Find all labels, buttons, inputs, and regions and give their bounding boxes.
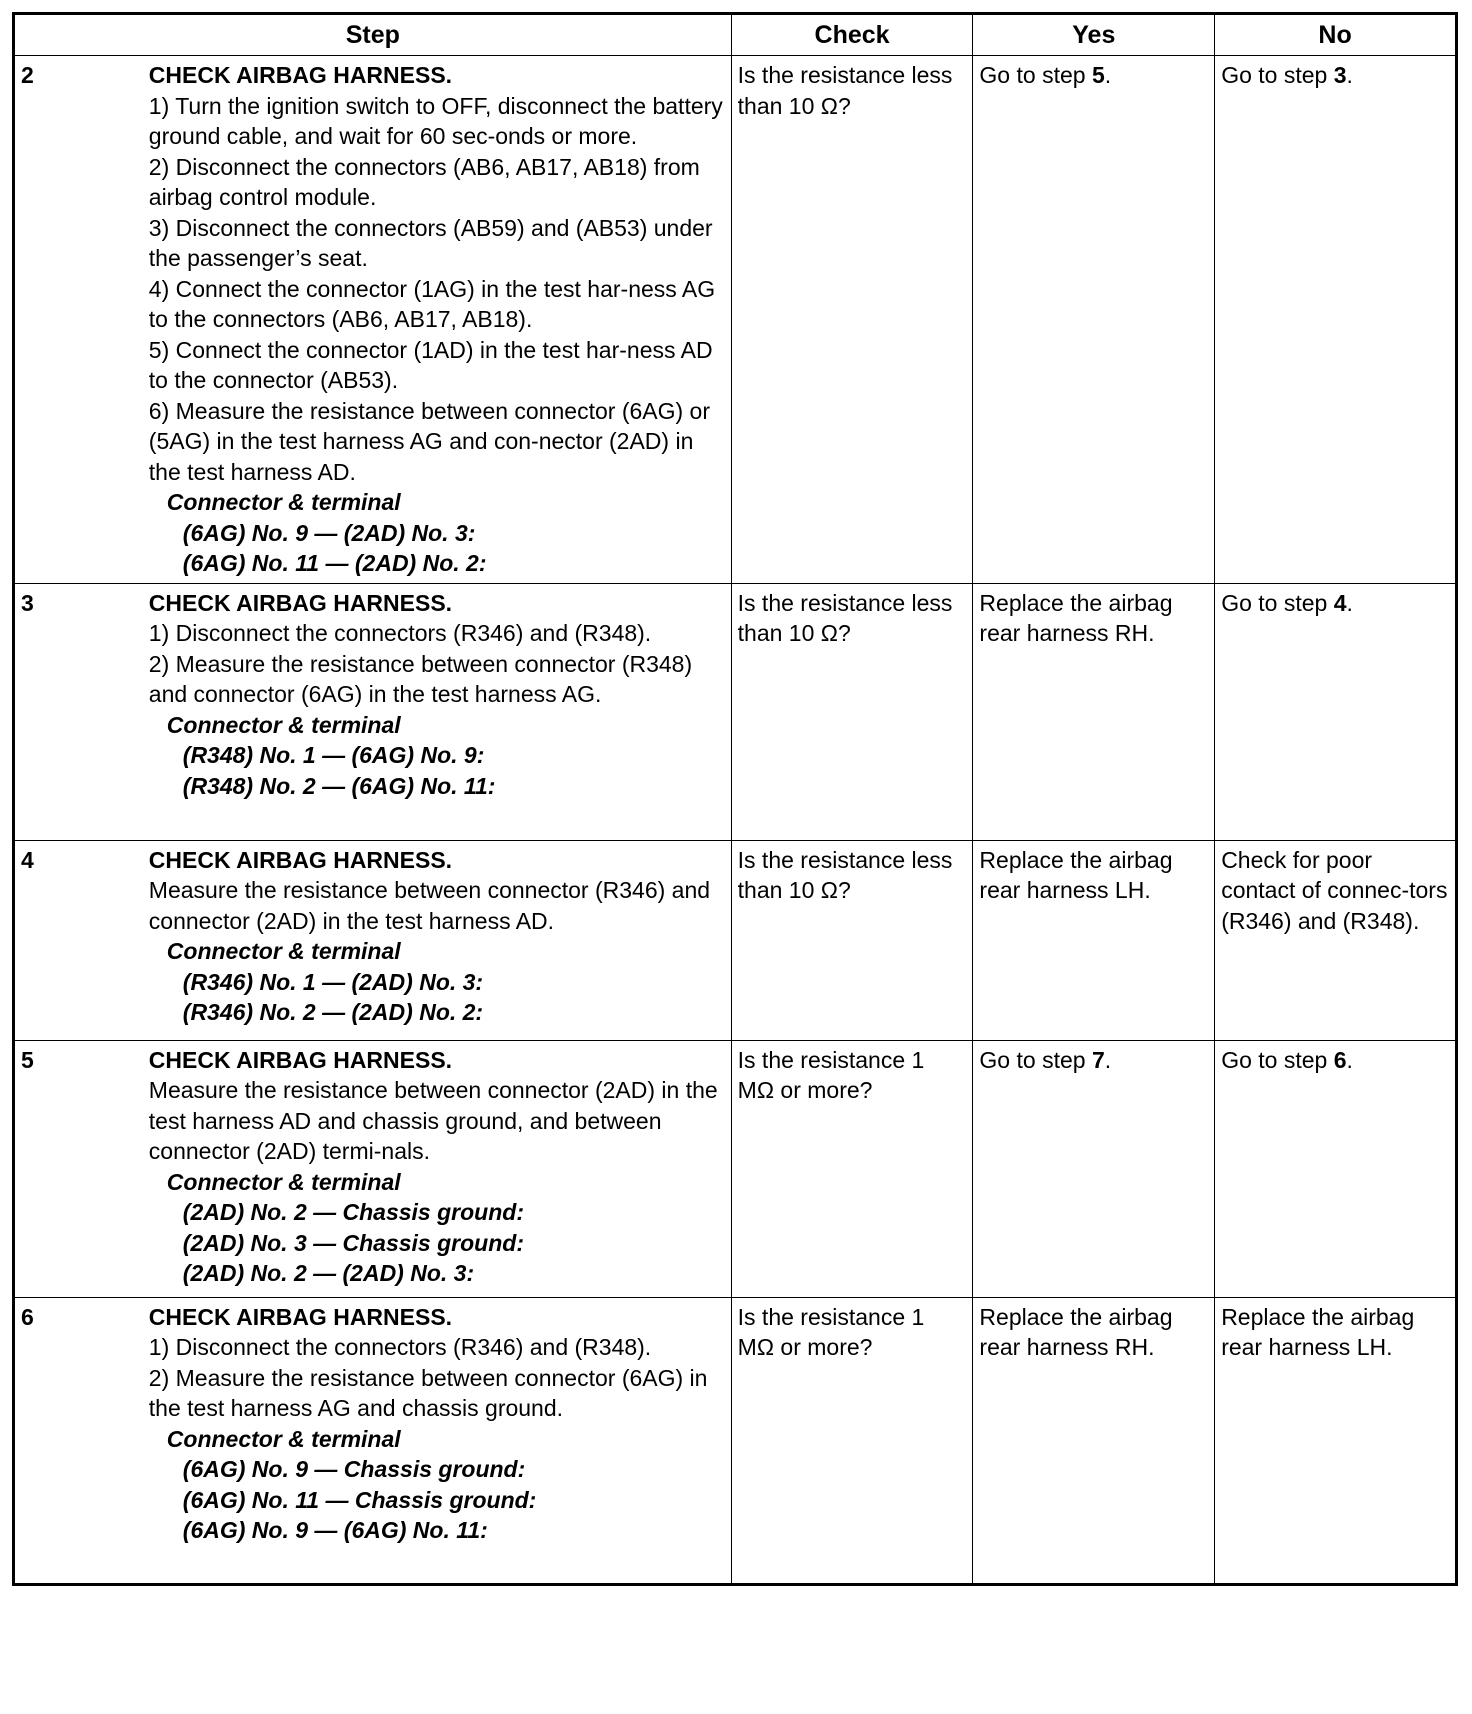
terminal-label: Connector & terminal [166, 711, 401, 738]
step-instruction: 1) Turn the ignition switch to OFF, disconnect the battery ground cable, and wait for 60 sec-onds or more. [148, 92, 723, 149]
check-cell: Is the resistance 1 MΩ or more? [731, 1297, 973, 1584]
header-check: Check [731, 14, 973, 56]
yes-cell [973, 1297, 1215, 1584]
no-cell [1215, 840, 1457, 1040]
table-row [14, 1297, 1457, 1584]
terminal-spec: (2AD) No. 2 — (2AD) No. 3: [182, 1260, 475, 1286]
step-instruction: 1) Disconnect the connectors (R346) and (R348). [148, 620, 652, 646]
terminal-spec: (6AG) No. 9 — Chassis ground: [182, 1456, 526, 1482]
check-cell: Is the resistance less than 10 Ω? [731, 583, 973, 840]
step-instruction: Measure the resistance between connector (R346) and connector (2AD) in the test harness AD. [148, 877, 711, 934]
step-number: 6 [14, 1297, 145, 1584]
step-number: 3 [14, 583, 145, 840]
yes-cell [973, 1040, 1215, 1297]
terminal-spec: (R348) No. 2 — (6AG) No. 11: [182, 772, 496, 799]
diagnostic-table [12, 12, 1458, 1586]
no-cell [1215, 583, 1457, 840]
terminal-label: Connector & terminal [166, 489, 401, 515]
table-row [14, 56, 1457, 584]
table-row [14, 840, 1457, 1040]
yes-cell [973, 583, 1215, 840]
check-cell: Is the resistance less than 10 Ω? [731, 56, 973, 584]
terminal-spec: (6AG) No. 9 — (6AG) No. 11: [182, 1517, 488, 1543]
step-instruction: 2) Disconnect the connectors (AB6, AB17, AB18) from airbag control module. [148, 153, 700, 210]
step-number: 4 [14, 840, 145, 1040]
step-instruction: 6) Measure the resistance between connector (6AG) or (5AG) in the test harness AG and con-nector (2AD) in the test harness AD. [148, 397, 711, 485]
yes-text: Go to step [979, 62, 1092, 88]
terminal-spec: (R346) No. 1 — (2AD) No. 3: [182, 968, 484, 995]
terminal-spec: (6AG) No. 9 — (2AD) No. 3: [182, 519, 476, 546]
table-row [14, 583, 1457, 840]
step-number: 5 [14, 1040, 145, 1297]
terminal-spec: (6AG) No. 11 — (2AD) No. 2: [182, 550, 487, 576]
step-cell [145, 840, 731, 1040]
step-cell [145, 583, 731, 840]
no-text-end: . [1346, 1046, 1353, 1073]
no-cell [1215, 1040, 1457, 1297]
yes-text: Go to step [979, 1046, 1092, 1073]
yes-text: Replace the airbag rear harness LH. [979, 846, 1173, 903]
step-title: CHECK AIRBAG HARNESS. [148, 62, 453, 88]
terminal-spec: (R346) No. 2 — (2AD) No. 2: [182, 999, 484, 1025]
terminal-label: Connector & terminal [166, 938, 401, 964]
terminal-label: Connector & terminal [166, 1168, 401, 1195]
yes-cell [973, 56, 1215, 584]
no-text-end: . [1346, 62, 1353, 88]
terminal-spec: (2AD) No. 2 — Chassis ground: [182, 1199, 524, 1225]
terminal-spec: (6AG) No. 11 — Chassis ground: [182, 1486, 537, 1513]
yes-text-end: . [1104, 62, 1112, 88]
header-no: No [1215, 14, 1457, 56]
step-cell [145, 1040, 731, 1297]
check-cell: Is the resistance 1 MΩ or more? [731, 1040, 973, 1297]
no-cell [1215, 1297, 1457, 1584]
no-text: Go to step [1221, 62, 1334, 88]
yes-text: Replace the airbag rear harness RH. [979, 1303, 1173, 1360]
no-text: Replace the airbag rear harness LH. [1221, 1303, 1415, 1360]
no-text: Go to step [1221, 589, 1334, 616]
header-row [14, 14, 1457, 56]
step-instruction: 4) Connect the connector (1AG) in the test har-ness AG to the connectors (AB6, AB17, AB18). [148, 275, 716, 332]
terminal-spec: (R348) No. 1 — (6AG) No. 9: [182, 742, 485, 768]
yes-cell [973, 840, 1215, 1040]
step-instruction: Measure the resistance between connector (2AD) in the test harness AD and chassis ground, and between connector (2AD) termi-nals. [148, 1077, 718, 1164]
header-yes: Yes [973, 14, 1215, 56]
step-title: CHECK AIRBAG HARNESS. [148, 846, 453, 873]
step-number: 2 [14, 56, 145, 584]
header-step: Step [14, 14, 732, 56]
step-title: CHECK AIRBAG HARNESS. [148, 589, 453, 616]
no-text: Go to step [1221, 1046, 1334, 1073]
step-cell [145, 1297, 731, 1584]
step-instruction: 2) Measure the resistance between connector (6AG) in the test harness AG and chassis ground. [148, 1364, 708, 1421]
step-cell [145, 56, 731, 584]
check-cell: Is the resistance less than 10 Ω? [731, 840, 973, 1040]
yes-text-end: . [1104, 1046, 1112, 1073]
step-instruction: 1) Disconnect the connectors (R346) and (R348). [148, 1334, 652, 1360]
yes-step-ref: 5 [1091, 62, 1105, 88]
terminal-spec: (2AD) No. 3 — Chassis ground: [182, 1229, 524, 1256]
step-title: CHECK AIRBAG HARNESS. [148, 1303, 453, 1330]
terminal-label: Connector & terminal [166, 1425, 401, 1452]
no-step-ref: 4 [1333, 589, 1347, 616]
step-instruction: 3) Disconnect the connectors (AB59) and (AB53) under the passenger’s seat. [148, 214, 713, 271]
step-title: CHECK AIRBAG HARNESS. [148, 1046, 453, 1073]
no-cell [1215, 56, 1457, 584]
yes-text: Replace the airbag rear harness RH. [979, 589, 1173, 646]
step-instruction: 2) Measure the resistance between connector (R348) and connector (6AG) in the test harness AG. [148, 650, 693, 707]
no-text-end: . [1346, 589, 1353, 616]
yes-step-ref: 7 [1091, 1046, 1105, 1073]
step-instruction: 5) Connect the connector (1AD) in the test har-ness AD to the connector (AB53). [148, 336, 713, 393]
no-text: Check for poor contact of connec-tors (R346) and (R348). [1221, 846, 1448, 934]
no-step-ref: 6 [1333, 1046, 1347, 1073]
no-step-ref: 3 [1333, 62, 1347, 88]
table-row [14, 1040, 1457, 1297]
